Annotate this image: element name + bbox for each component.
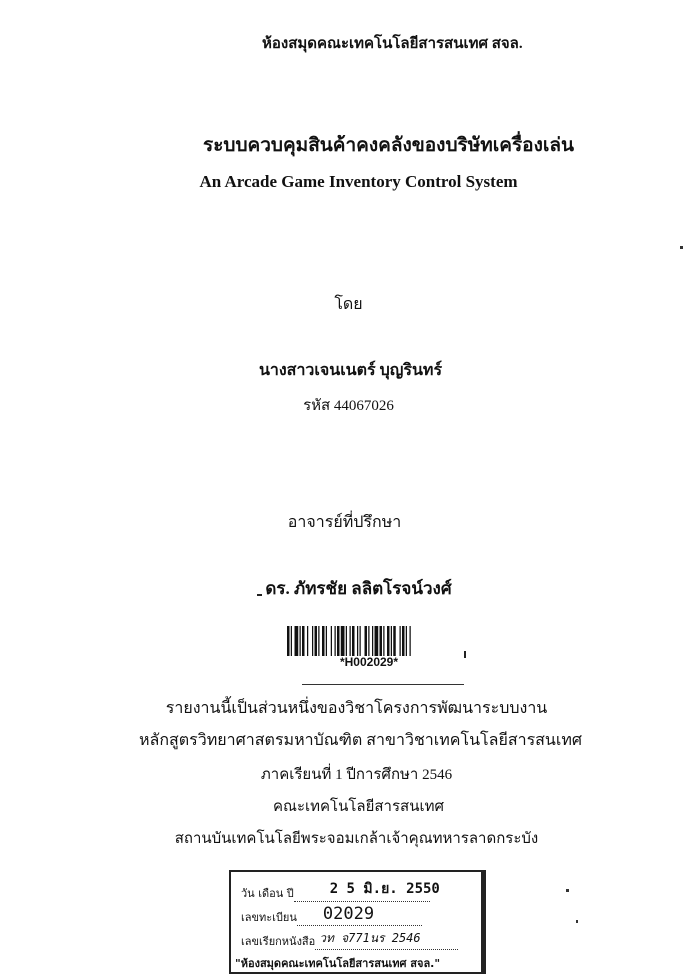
scan-speck xyxy=(566,889,569,892)
library-header: ห้องสมุดคณะเทคโนโลยีสารสนเทศ สจล. xyxy=(262,36,523,52)
stamp-date-label: วัน เดือน ปี xyxy=(241,887,294,900)
by-label: โดย xyxy=(334,296,363,313)
stamp-registration-value: 02029 xyxy=(322,904,375,924)
student-id: รหัส 44067026 xyxy=(303,398,394,414)
scan-speck xyxy=(680,246,683,249)
library-stamp xyxy=(229,870,486,974)
scan-mark xyxy=(464,651,466,658)
advisor-label: อาจารย์ที่ปรึกษา xyxy=(287,514,402,531)
report-line-program: หลักสูตรวิทยาศาสตรมหาบัณฑิต สาขาวิชาเทคโนโลยีสารสนเทศ xyxy=(138,732,583,749)
stamp-date-value: 2 5 มิ.ย. 2550 xyxy=(329,881,440,897)
barcode-text: *H002029* xyxy=(339,655,399,669)
title-thai: ระบบควบคุมสินค้าคงคลังของบริษัทเครื่องเล่น xyxy=(202,135,574,156)
barcode-graphic xyxy=(287,626,451,656)
separator-line xyxy=(302,684,464,685)
stamp-callnumber-row xyxy=(241,932,458,950)
stamp-callnumber-value: วท จ771นร 2546 xyxy=(319,931,421,945)
advisor-name: ดร. ภัทรชัย ลลิตโรจน์วงศ์ xyxy=(265,579,452,598)
author-name: นางสาวเจนเนตร์ บุญรินทร์ xyxy=(258,362,443,379)
stamp-registration-label: เลขทะเบียน xyxy=(241,911,297,924)
report-line-course: รายงานนี้เป็นส่วนหนึ่งของวิชาโครงการพัฒนาระบบงาน xyxy=(165,700,548,717)
scan-speck xyxy=(576,920,578,923)
stamp-footer: "ห้องสมุดคณะเทคโนโลยีสารสนเทศ สจล." xyxy=(235,957,441,970)
report-line-semester: ภาคเรียนที่ 1 ปีการศึกษา 2546 xyxy=(260,767,453,783)
title-english: An Arcade Game Inventory Control System xyxy=(199,172,518,191)
report-line-faculty: คณะเทคโนโลยีสารสนเทศ xyxy=(273,799,444,815)
stamp-registration-row xyxy=(241,904,422,926)
stamp-callnumber-label: เลขเรียกหนังสือ xyxy=(241,935,316,948)
report-line-institute: สถานบันเทคโนโลยีพระจอมเกล้าเจ้าคุณทหารลาดกระบัง xyxy=(174,831,539,847)
stamp-date-row xyxy=(241,881,440,902)
